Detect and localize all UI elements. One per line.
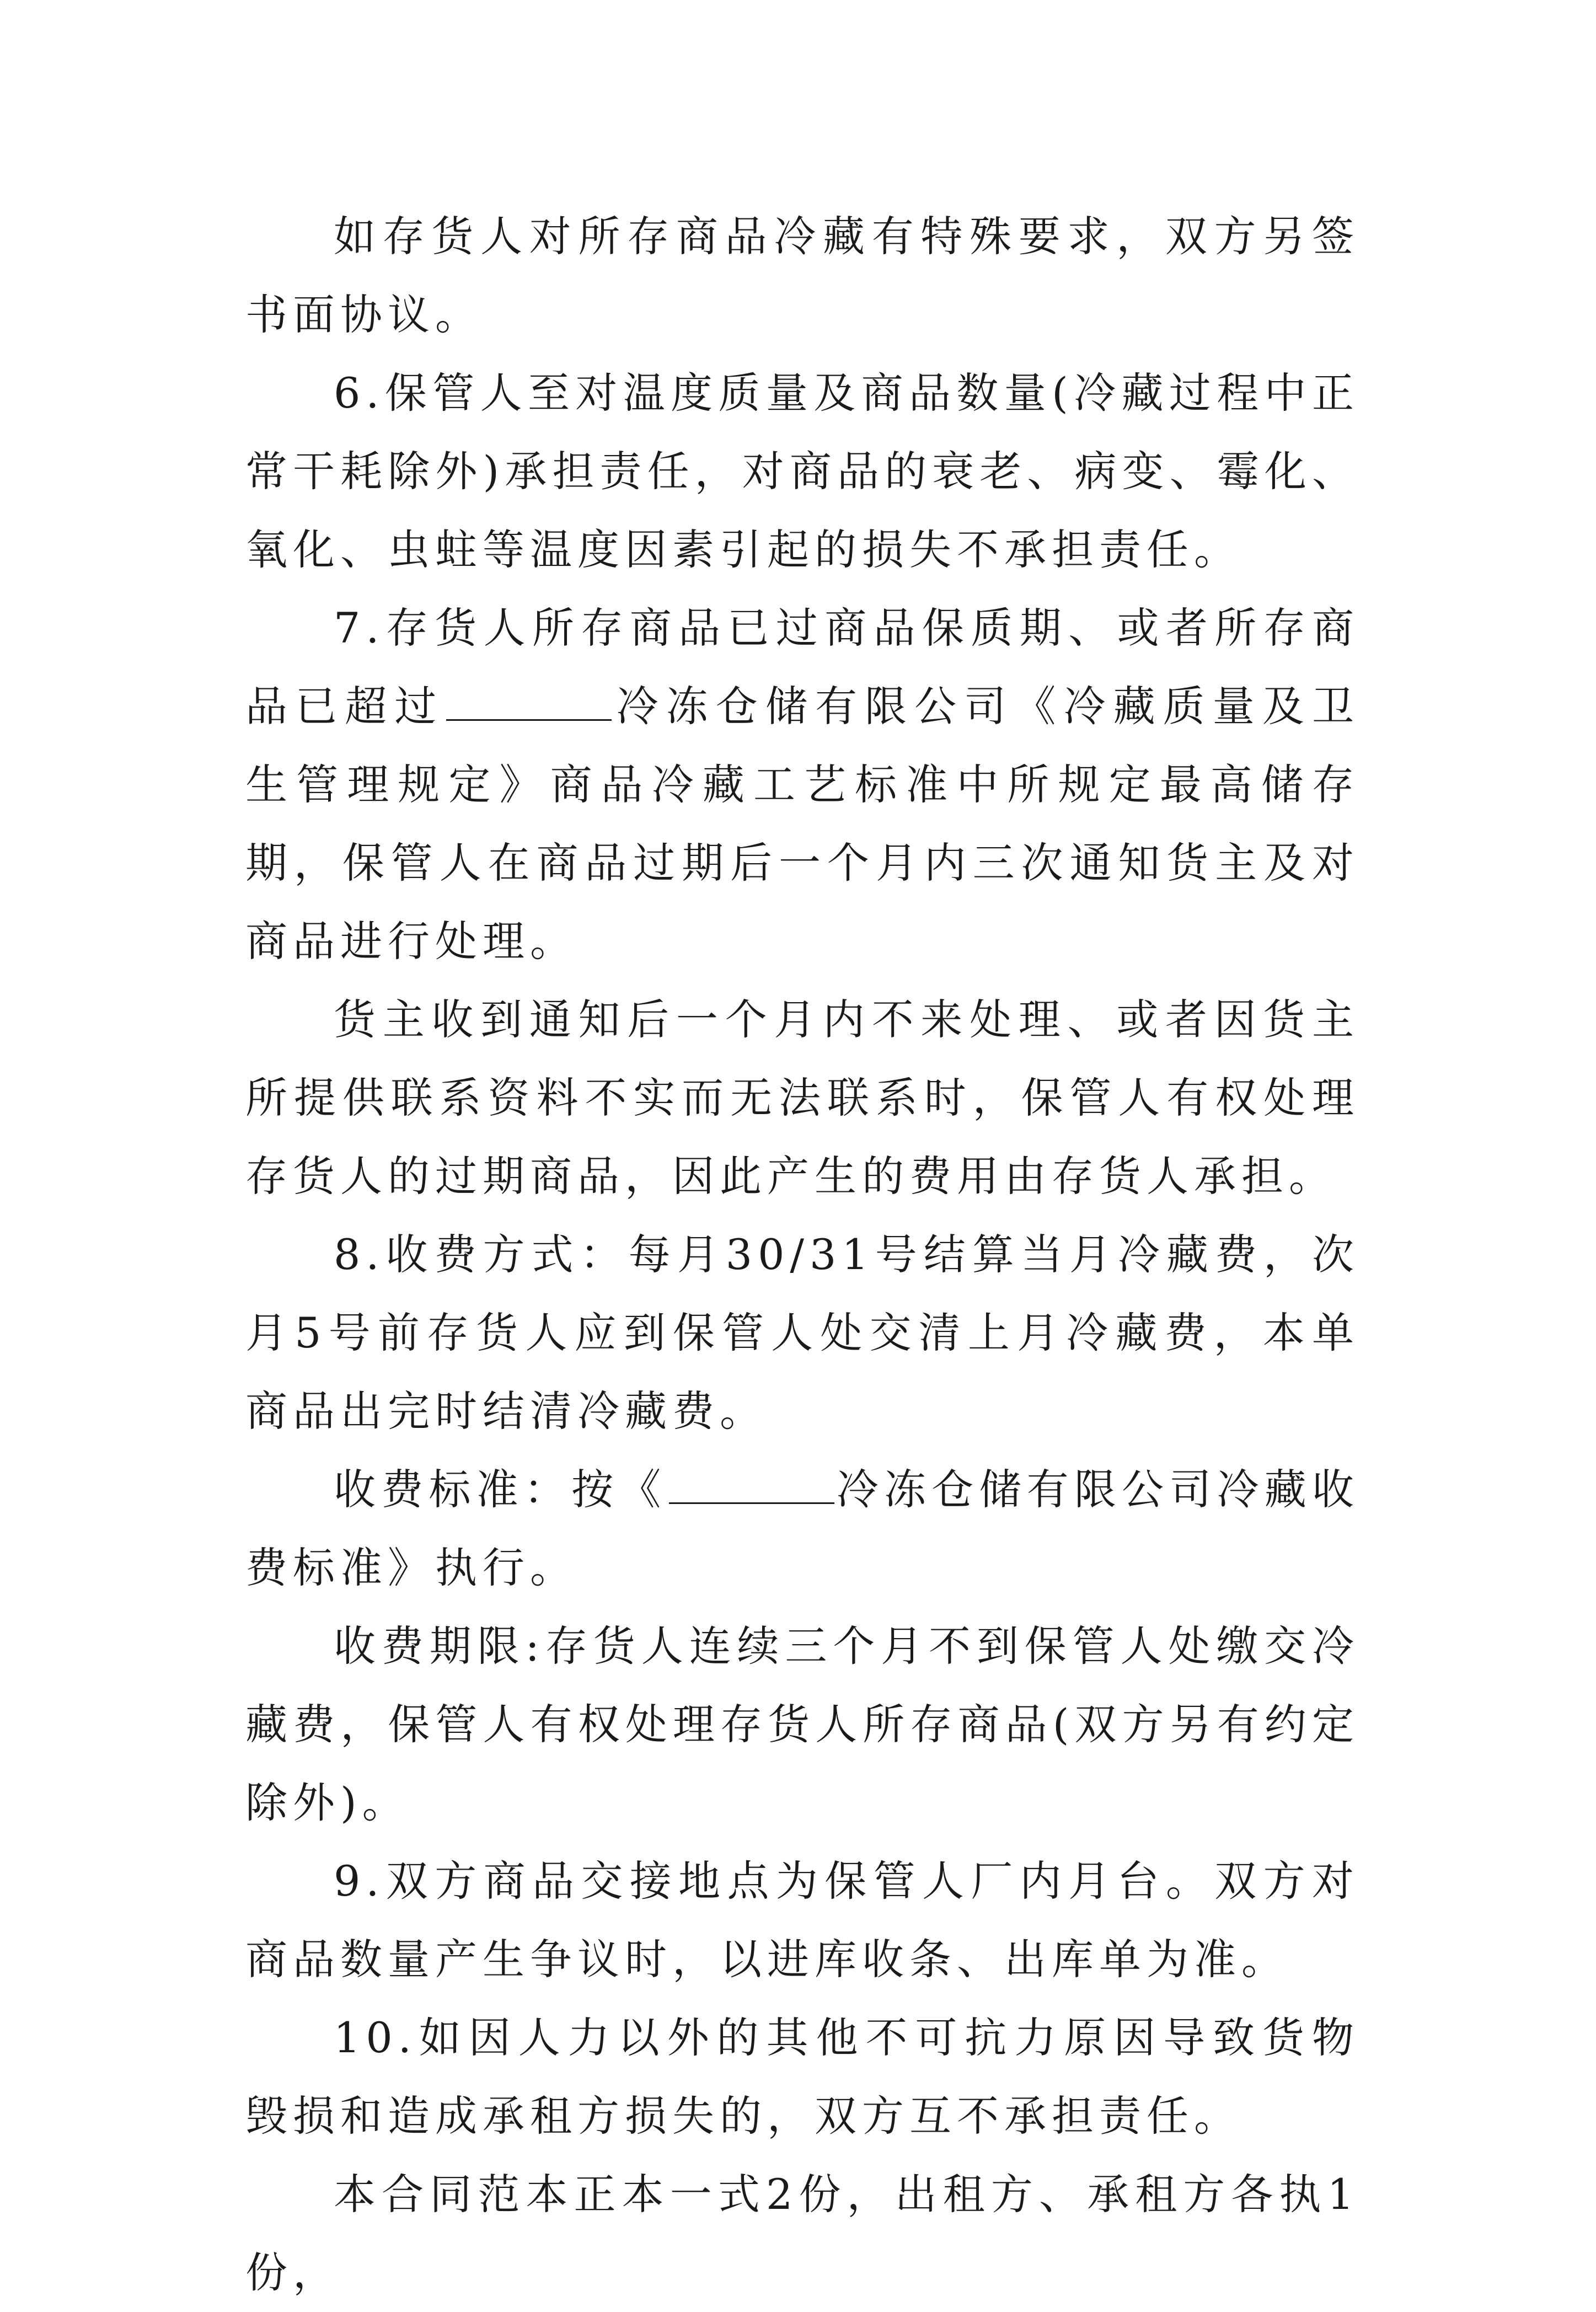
- paragraph-text: 货主收到通知后一个月内不来处理、或者因货主所提供联系资料不实而无法联系时，保管人有权处理存货人的过期商品，因此产生的费用由存货人承担。: [245, 995, 1359, 1201]
- paragraph-clause-9: [245, 1842, 1359, 1999]
- paragraph-special-storage-requirements: [245, 197, 1359, 354]
- paragraph-fee-period: [245, 1607, 1359, 1842]
- paragraph-text: 如存货人对所存商品冷藏有特殊要求，双方另签书面协议。: [245, 212, 1359, 339]
- fill-in-blank-company-name: [669, 1469, 834, 1504]
- paragraph-text: 9.双方商品交接地点为保管人厂内月台。双方对商品数量产生争议时，以进库收条、出库单为准。: [245, 1856, 1359, 1984]
- fill-in-blank-company-name: [446, 686, 612, 721]
- paragraph-text: 收费期限:存货人连续三个月不到保管人处缴交冷藏费，保管人有权处理存货人所存商品(双方另有约定除外)。: [245, 1621, 1359, 1827]
- paragraph-fee-standard: [245, 1451, 1359, 1607]
- paragraph-contract-copies: [245, 2155, 1359, 2312]
- paragraph-text-after-blank: 冷冻仓储有限公司《冷藏质量及卫生管理规定》商品冷藏工艺标准中所规定最高储存期，保管人在商品过期后一个月内三次通知货主及对商品进行处理。: [245, 682, 1360, 966]
- paragraph-clause-8-payment-method: [245, 1216, 1359, 1451]
- paragraph-clause-10: [245, 1999, 1359, 2155]
- paragraph-text: 10.如因人力以外的其他不可抗力原因导致货物毁损和造成承租方损失的，双方互不承担责任。: [245, 2013, 1359, 2140]
- paragraph-text-before-blank: 收费标准：按《: [334, 1465, 667, 1514]
- paragraph-text-after-blank: 冷冻仓储有限公司冷藏收费标准》执行。: [245, 1465, 1360, 1592]
- contract-body: [245, 197, 1359, 2312]
- paragraph-clause-6: [245, 354, 1359, 589]
- paragraph-expired-goods-handling: [245, 981, 1359, 1216]
- paragraph-text-before-blank: 7.存货人所存商品已过商品保质期、或者所存商品已超过: [245, 603, 1359, 731]
- paragraph-clause-7: [245, 589, 1359, 981]
- paragraph-text: 8.收费方式：每月30/31号结算当月冷藏费，次月5号前存货人应到保管人处交清上月冷藏费，本单商品出完时结清冷藏费。: [245, 1230, 1359, 1436]
- paragraph-text: 本合同范本正本一式2份，出租方、承租方各执1份，: [245, 2170, 1359, 2297]
- paragraph-text: 6.保管人至对温度质量及商品数量(冷藏过程中正常干耗除外)承担责任，对商品的衰老、病变、霉化、氧化、虫蛀等温度因素引起的损失不承担责任。: [245, 368, 1359, 574]
